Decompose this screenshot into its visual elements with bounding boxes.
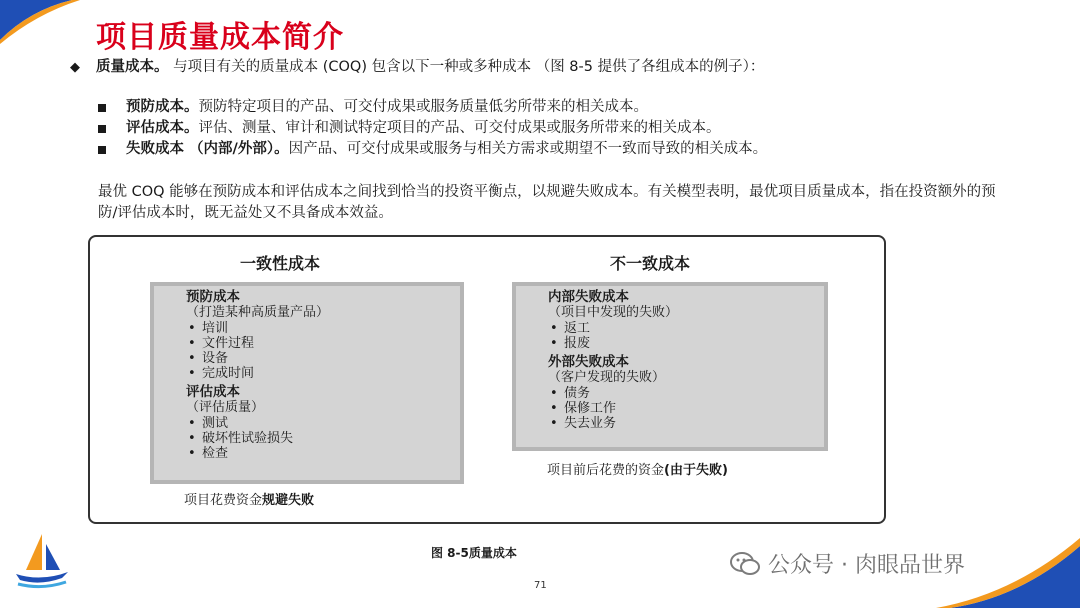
caption-prefix: 项目花费资金	[184, 493, 263, 508]
coq-paragraph: 最优 COQ 能够在预防成本和评估成本之间找到恰当的投资平衡点，以规避失败成本。有关模型表明，最优项目质量成本，指在投资额外的预防/评估成本时，既无益处又不具备成本效益。	[98, 184, 996, 221]
lead-paragraph	[70, 58, 1010, 77]
square-bullet-icon	[98, 104, 106, 112]
bullet-term: 预防成本。	[126, 99, 199, 115]
list-item: • 文件过程	[186, 336, 450, 351]
list-item: • 破坏性试验损失	[186, 431, 450, 446]
list-item: • 检查	[186, 446, 450, 461]
group-subtitle: （评估质量）	[186, 400, 265, 415]
conformance-caption	[184, 489, 314, 508]
conformance-heading: 一致性成本	[240, 254, 321, 273]
figure-caption: 图 8-5质量成本	[431, 546, 517, 560]
group-title: 预防成本	[186, 289, 240, 305]
coq-figure	[88, 235, 886, 524]
list-item: • 完成时间	[186, 366, 450, 381]
bullet-term: 评估成本。	[126, 120, 199, 136]
nonconformance-heading: 不一致成本	[610, 254, 691, 273]
conformance-cost-box	[150, 282, 464, 484]
list-item: • 报废	[548, 336, 814, 351]
lead-text: 与项目有关的质量成本 (COQ) 包含以下一种或多种成本 （图 8-5 提供了各组成本的例子）：	[173, 59, 765, 75]
group-subtitle: （打造某种高质量产品）	[186, 305, 330, 320]
list-item	[98, 119, 1008, 138]
group-subtitle: （客户发现的失败）	[548, 370, 666, 385]
list-item	[98, 98, 1008, 117]
list-item: • 设备	[186, 351, 450, 366]
bullet-text: 预防特定项目的产品、可交付成果或服务质量低劣所带来的相关成本。	[198, 99, 648, 115]
sailboat-logo-icon	[8, 530, 74, 592]
list-item	[98, 140, 1008, 159]
list-item: • 培训	[186, 321, 450, 336]
group-title: 外部失败成本	[548, 354, 629, 370]
square-bullet-icon	[98, 146, 106, 154]
list-item: • 失去业务	[548, 416, 814, 431]
wechat-icon	[730, 551, 760, 577]
cost-bullet-list	[98, 98, 1008, 161]
bullet-term: 失败成本 （内部/外部）。	[126, 141, 289, 157]
list-item: • 返工	[548, 321, 814, 336]
page-number: 71	[534, 580, 547, 591]
diamond-bullet-icon: ◆	[70, 60, 80, 75]
nonconformance-cost-box	[512, 282, 828, 451]
square-bullet-icon	[98, 125, 106, 133]
corner-accent-top-left	[0, 0, 80, 44]
list-item: • 测试	[186, 416, 450, 431]
list-item: • 保修工作	[548, 401, 814, 416]
lead-term: 质量成本。	[96, 59, 169, 75]
nonconformance-caption	[547, 459, 728, 478]
watermark	[730, 548, 965, 579]
group-title: 内部失败成本	[548, 289, 629, 305]
list-item: • 债务	[548, 386, 814, 401]
caption-bold: 规避失败	[262, 493, 315, 508]
group-title: 评估成本	[186, 384, 240, 400]
group-subtitle: （项目中发现的失败）	[548, 305, 679, 320]
caption-prefix: 项目前后花费的资金	[547, 463, 665, 478]
caption-bold: (由于失败)	[664, 463, 728, 478]
bullet-text: 因产品、可交付成果或服务与相关方需求或期望不一致而导致的相关成本。	[288, 141, 768, 157]
watermark-text: 公众号 · 肉眼品世界	[768, 553, 965, 578]
page-title: 项目质量成本简介	[96, 20, 344, 55]
bullet-text: 评估、测量、审计和测试特定项目的产品、可交付成果或服务所带来的相关成本。	[198, 120, 721, 136]
